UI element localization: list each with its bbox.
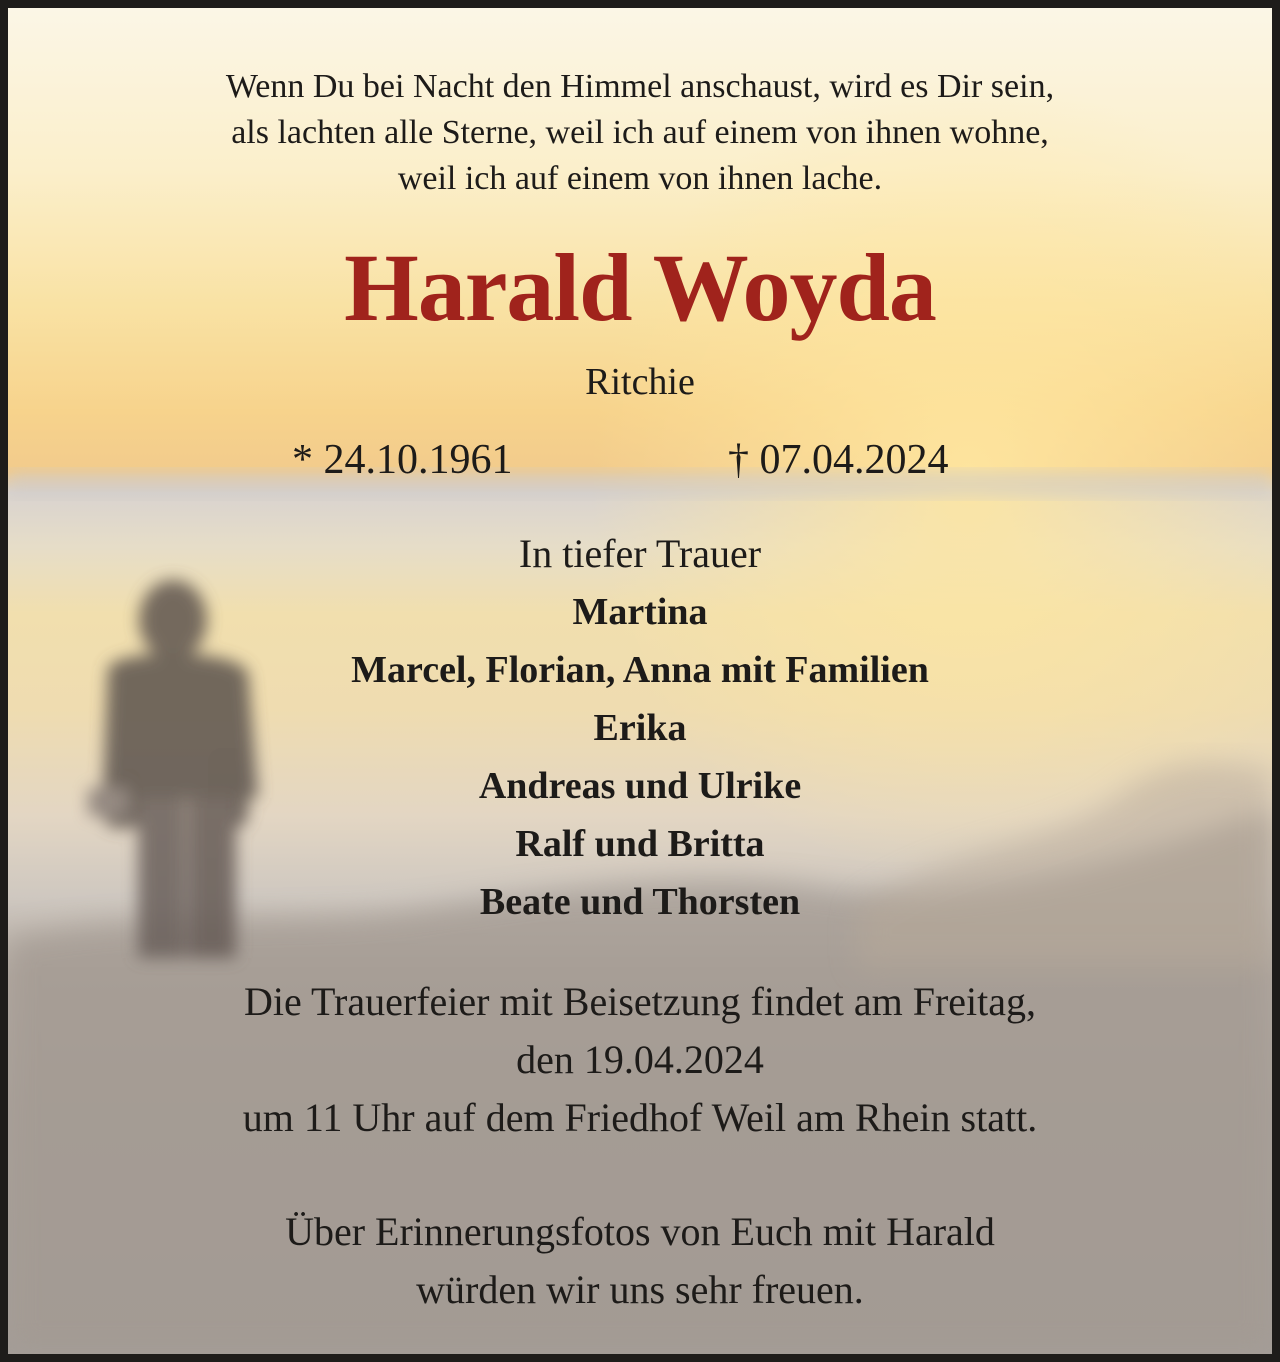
mourning-intro: In tiefer Trauer xyxy=(518,531,762,576)
poem-line-1: Wenn Du bei Nacht den Himmel anschaust, wird es Dir sein, xyxy=(225,68,1055,105)
ceremony-line-1: Die Trauerfeier mit Beisetzung findet am Freitag, xyxy=(243,979,1036,1024)
deceased-name: Harald Woyda xyxy=(344,234,936,341)
mourner-6: Beate und Thorsten xyxy=(479,881,801,923)
notice-text xyxy=(8,8,1272,1354)
mourner-5: Ralf und Britta xyxy=(515,823,765,865)
poem-line-2: als lachten alle Sterne, weil ich auf einem von ihnen wohne, xyxy=(231,114,1049,151)
mourner-3: Erika xyxy=(593,707,687,749)
life-dates xyxy=(8,436,1272,492)
mourner-4: Andreas und Ulrike xyxy=(478,765,802,807)
closing-line-1: Über Erinnerungsfotos von Euch mit Harald xyxy=(285,1209,995,1254)
deceased-nickname: Ritchie xyxy=(585,361,695,403)
mourner-1: Martina xyxy=(572,591,708,633)
ceremony-line-2: den 19.04.2024 xyxy=(516,1037,764,1082)
ceremony-line-3: um 11 Uhr auf dem Friedhof Weil am Rhein statt. xyxy=(242,1095,1038,1140)
mourner-2: Marcel, Florian, Anna mit Familien xyxy=(351,649,929,691)
closing-line-2: würden wir uns sehr freuen. xyxy=(416,1267,864,1312)
death-date: † 07.04.2024 xyxy=(728,437,949,483)
poem-line-3: weil ich auf einem von ihnen lache. xyxy=(397,160,883,197)
birth-date: * 24.10.1961 xyxy=(292,437,513,483)
